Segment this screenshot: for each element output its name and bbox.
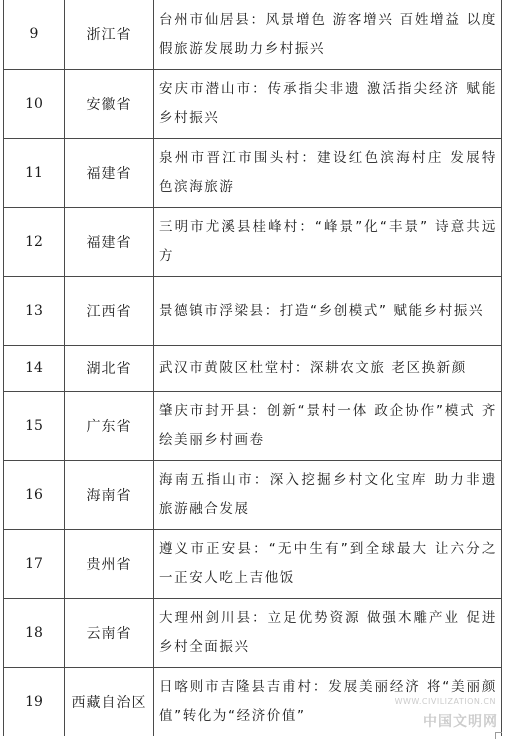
site-watermark	[394, 697, 498, 731]
case-list-table	[3, 0, 502, 736]
table-row	[4, 0, 502, 69]
corner-crop-mark	[495, 732, 502, 739]
case-title-cell: 景德镇市浮梁县：打造“乡创模式” 赋能乡村振兴	[154, 276, 502, 345]
table-row	[4, 138, 502, 207]
row-number: 12	[4, 207, 65, 276]
case-title-cell: 安庆市潜山市：传承指尖非遗 激活指尖经济 赋能乡村振兴	[154, 69, 502, 138]
case-title-cell: 台州市仙居县：风景增色 游客增兴 百姓增益 以度假旅游发展助力乡村振兴	[154, 0, 502, 69]
row-number: 15	[4, 391, 65, 460]
table-row	[4, 69, 502, 138]
row-number: 16	[4, 460, 65, 529]
province-cell: 海南省	[65, 460, 154, 529]
province-cell: 贵州省	[65, 529, 154, 598]
table-row	[4, 598, 502, 667]
watermark-url: WWW.CIVILIZATION.CN	[394, 697, 496, 706]
province-cell: 广东省	[65, 391, 154, 460]
case-title-cell: 海南五指山市：深入挖掘乡村文化宝库 助力非遗旅游融合发展	[154, 460, 502, 529]
row-number: 18	[4, 598, 65, 667]
watermark-logo-text: 中国文明网	[423, 714, 498, 730]
table-row	[4, 460, 502, 529]
case-title-cell: 三明市尤溪县桂峰村：“峰景”化“丰景” 诗意共远方	[154, 207, 502, 276]
row-number: 10	[4, 69, 65, 138]
province-cell: 江西省	[65, 276, 154, 345]
province-cell: 福建省	[65, 207, 154, 276]
case-title-cell: 泉州市晋江市围头村：建设红色滨海村庄 发展特色滨海旅游	[154, 138, 502, 207]
row-number: 9	[4, 0, 65, 69]
case-title-cell: 日喀则市吉隆县吉甫村：发展美丽经济 将“美丽颜值”转化为“经济价值”	[154, 667, 502, 736]
case-title-cell: 遵义市正安县：“无中生有”到全球最大 让六分之一正安人吃上吉他饭	[154, 529, 502, 598]
province-cell: 浙江省	[65, 0, 154, 69]
province-cell: 福建省	[65, 138, 154, 207]
case-list-table-container	[3, 0, 501, 736]
province-cell: 云南省	[65, 598, 154, 667]
row-number: 19	[4, 667, 65, 736]
row-number: 17	[4, 529, 65, 598]
case-title-cell: 大理州剑川县：立足优势资源 做强木雕产业 促进乡村全面振兴	[154, 598, 502, 667]
province-cell: 西藏自治区	[65, 667, 154, 736]
row-number: 14	[4, 345, 65, 391]
table-row	[4, 207, 502, 276]
province-cell: 湖北省	[65, 345, 154, 391]
row-number: 13	[4, 276, 65, 345]
table-row	[4, 345, 502, 391]
table-row	[4, 276, 502, 345]
province-cell: 安徽省	[65, 69, 154, 138]
case-title-cell: 武汉市黄陂区杜堂村：深耕农文旅 老区换新颜	[154, 345, 502, 391]
row-number: 11	[4, 138, 65, 207]
case-title-cell: 肇庆市封开县：创新“景村一体 政企协作”模式 齐绘美丽乡村画卷	[154, 391, 502, 460]
table-row	[4, 391, 502, 460]
table-row	[4, 529, 502, 598]
